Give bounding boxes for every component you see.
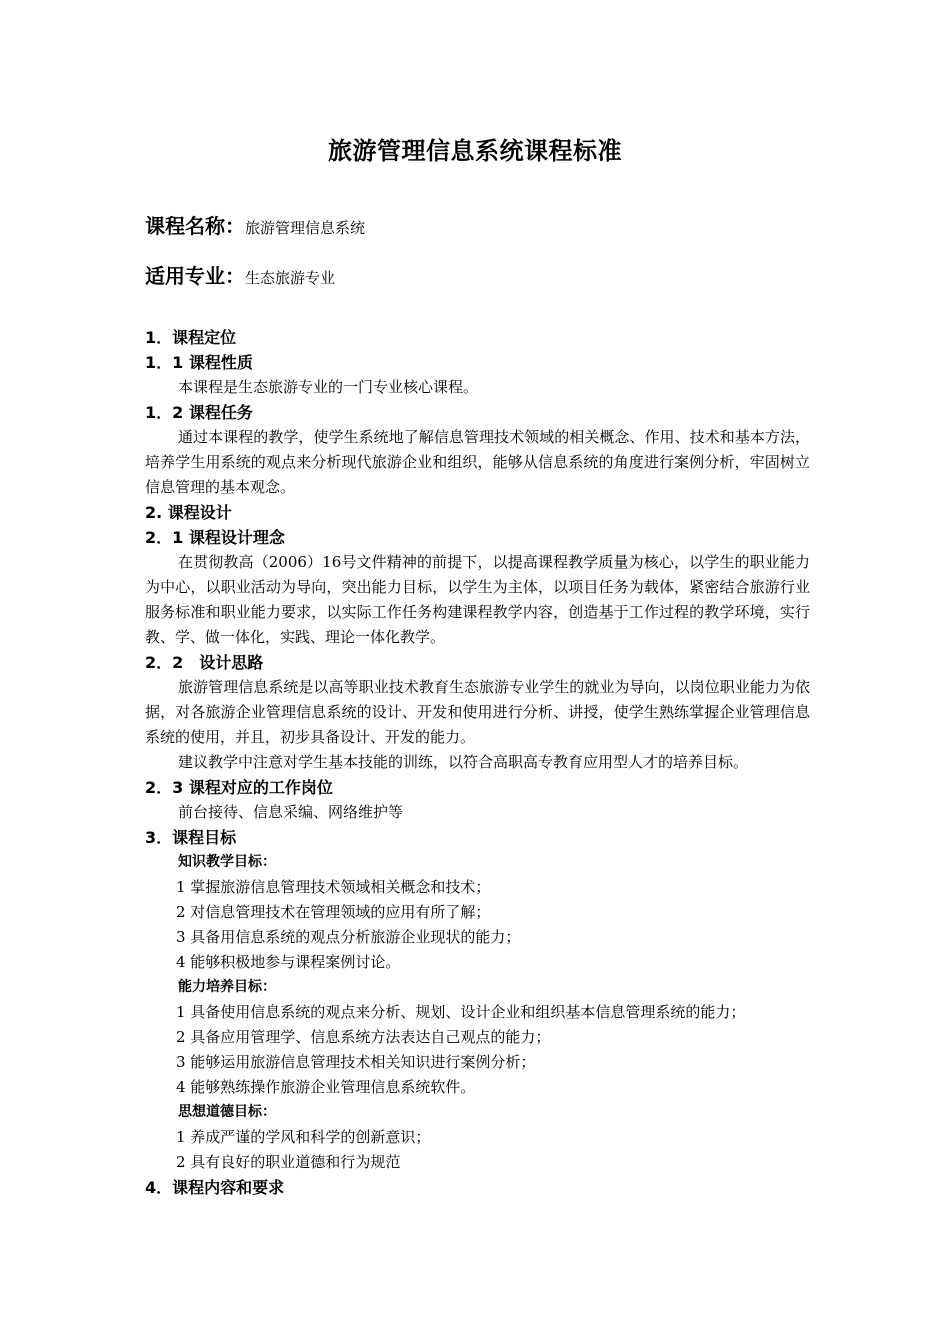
list-item: 1 掌握旅游信息管理技术领域相关概念和技术；: [176, 878, 491, 896]
list-item: 2 具备应用管理学、信息系统方法表达自己观点的能力；: [176, 1028, 551, 1046]
course-name-label: 课程名称：: [145, 214, 245, 238]
section-2-1-heading: 2．1 课程设计理念: [145, 528, 285, 547]
section-2-2-heading: 2．2 设计思路: [145, 653, 264, 672]
section-3-heading: 3．课程目标: [145, 828, 237, 847]
list-item: 4 能够熟练操作旅游企业管理信息系统软件。: [176, 1078, 476, 1096]
section-2-3-heading: 2．3 课程对应的工作岗位: [145, 778, 333, 797]
section-2-3-text: 前台接待、信息采编、网络维护等: [178, 803, 404, 821]
list-item: 1 养成严谨的学风和科学的创新意识；: [176, 1128, 431, 1146]
major-label: 适用专业：: [145, 264, 245, 288]
list-item: 2 具有良好的职业道德和行为规范: [176, 1153, 401, 1171]
list-item: 3 具备用信息系统的观点分析旅游企业现状的能力；: [176, 928, 521, 946]
section-1-1-heading: 1．1 课程性质: [145, 353, 253, 372]
section-1-2-text: 通过本课程的教学，使学生系统地了解信息管理技术领域的相关概念、作用、技术和基本方法，培养学生用系统的观点来分析现代旅游企业和组织，能够从信息系统的角度进行案例分析，牢固树立信息管理的基本观念。: [145, 428, 810, 496]
list-item: 3 能够运用旅游信息管理技术相关知识进行案例分析；: [176, 1053, 536, 1071]
major-field: [145, 261, 335, 293]
list-item: 4 能够积极地参与课程案例讨论。: [176, 953, 401, 971]
section-2-2-text-2: 建议教学中注意对学生基本技能的训练，以符合高职高专教育应用型人才的培养目标。: [178, 753, 749, 771]
section-1-heading: 1．课程定位: [145, 328, 237, 347]
section-2-2-text: 旅游管理信息系统是以高等职业技术教育生态旅游专业学生的就业为导向，以岗位职业能力为依据，对各旅游企业管理信息系统的设计、开发和使用进行分析、讲授，使学生熟练掌握企业管理信息系统的使用，并且，初步具备设计、开发的能力。: [145, 678, 810, 746]
knowledge-goals-heading: 知识教学目标：: [178, 854, 276, 870]
list-item: 2 对信息管理技术在管理领域的应用有所了解；: [176, 903, 491, 921]
section-1-2-heading: 1．2 课程任务: [145, 403, 253, 422]
list-item: 1 具备使用信息系统的观点来分析、规划、设计企业和组织基本信息管理系统的能力；: [176, 1003, 746, 1021]
section-2-1-text: 在贯彻教高（2006）16号文件精神的前提下，以提高课程教学质量为核心，以学生的职业能力为中心，以职业活动为导向，突出能力目标，以学生为主体，以项目任务为载体，紧密结合旅游行业服务标准和职业能力要求，以实际工作任务构建课程教学内容，创造基于工作过程的教学环境，实行教、学、做一体化，实践、理论一体化教学。: [145, 553, 810, 646]
course-name-value: 旅游管理信息系统: [245, 219, 366, 237]
ability-goals-heading: 能力培养目标：: [178, 979, 276, 995]
major-value: 生态旅游专业: [245, 269, 336, 287]
moral-goals-heading: 思想道德目标：: [178, 1104, 276, 1120]
section-2-heading: 2. 课程设计: [145, 503, 232, 522]
section-1-1-text: 本课程是生态旅游专业的一门专业核心课程。: [178, 378, 479, 396]
document-body: [145, 325, 810, 1200]
section-4-heading: 4．课程内容和要求: [145, 1178, 285, 1197]
document-title: 旅游管理信息系统课程标准: [328, 137, 622, 165]
course-name-field: [145, 211, 365, 243]
